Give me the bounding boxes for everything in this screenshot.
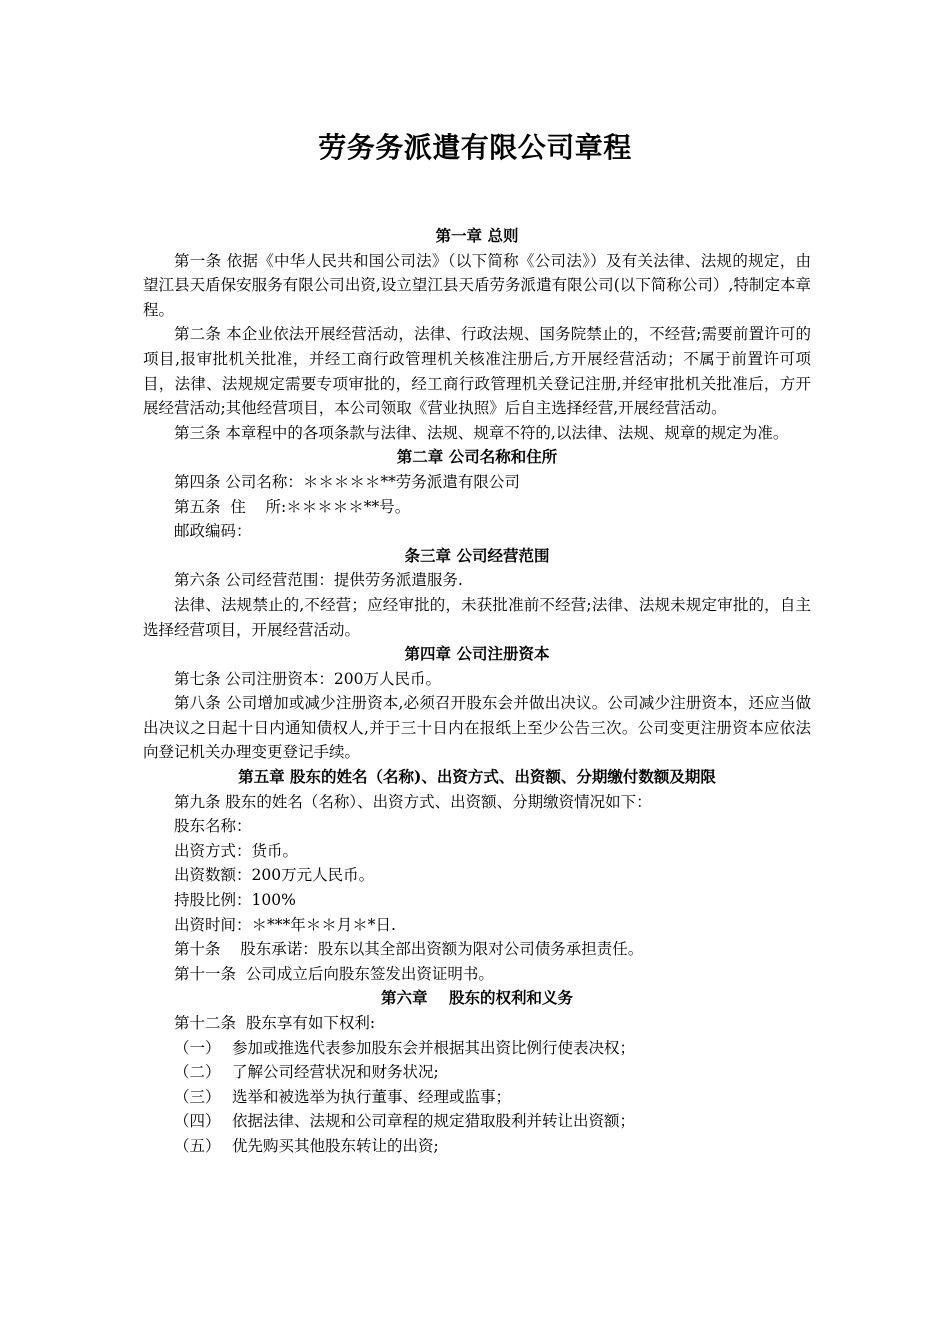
list-item-number: （四）: [174, 1112, 221, 1131]
list-item-number: （三）: [174, 1087, 221, 1106]
list-item: [143, 1085, 811, 1110]
article-11: 第十一条 公司成立后向股东签发出资证明书。: [174, 964, 494, 983]
chapter-6-heading: 第六章 股东的权利和义务: [380, 988, 574, 1008]
list-item: [143, 1109, 811, 1134]
list-item-text: 选举和被选举为执行董事、经理或监事；: [232, 1087, 512, 1106]
chapter-1-heading: 第一章 总则: [435, 226, 519, 245]
list-item-text: 依据法律、法规和公司章程的规定猎取股利并转让出资额；: [232, 1112, 636, 1131]
article-2: 第二条 本企业依法开展经营活动，法律、行政法规、国务院禁止的，不经营;需要前置许可的项目,报审批机关批准，并经工商行政管理机关核准注册后,方开展经营活动；不属于前置许可项目，法律、法规规定需要专项审批的，经工商行政管理机关登记注册,并经审批机关批准后，方开展经营活动;其他经营项目，本公司领取《营业执照》后自主选择经营,开展经营活动。: [143, 325, 811, 418]
list-item: [143, 1060, 811, 1085]
article-6: 第六条 公司经营范围：提供劳务派遣服务.: [174, 571, 463, 590]
article-12: 第十二条 股东享有如下权利:: [174, 1014, 376, 1032]
contribution-date: 出资时间：＊***年＊＊月＊*日.: [174, 915, 396, 934]
article-6-detail: 法律、法规禁止的,不经营；应经审批的，未获批准前不经营;法律、法规未规定审批的，自主选择经营项目，开展经营活动。: [143, 595, 811, 639]
list-item-text: 了解公司经营状况和财务状况;: [232, 1063, 439, 1082]
article-10: 第十条 股东承诺：股东以其全部出资额为限对公司债务承担责任。: [174, 940, 644, 959]
list-item-number: （二）: [174, 1063, 221, 1082]
article-4: 第四条 公司名称：＊＊＊＊＊**劳务派遣有限公司: [174, 472, 520, 491]
contribution-amount: 出资数额：200万元人民币。: [174, 866, 375, 885]
document-title: 劳务务派遣有限公司章程: [318, 131, 632, 164]
chapter-4-heading: 第四章 公司注册资本: [404, 644, 550, 664]
list-item-number: （一）: [174, 1038, 221, 1057]
article-1: 第一条 依据《中华人民共和国公司法》（以下简称《公司法》）及有关法律、法规的规定，由望江县天盾保安服务有限公司出资,设立望江县天盾劳务派遣有限公司(以下简称公司）,特制定本章程。: [143, 251, 811, 319]
document-body: [143, 224, 811, 1159]
article-8: 第八条 公司增加或减少注册资本,必须召开股东会并做出决议。公司减少注册资本，还应当做出决议之日起十日内通知债权人,并于三十日内在报纸上至少公告三次。公司变更注册资本应依法向登记机关办理变更登记手续。: [143, 694, 811, 762]
list-item-text: 参加或推选代表参加股东会并根据其出资比例行使表决权；: [232, 1038, 636, 1057]
article-9: 第九条 股东的姓名（名称）、出资方式、出资额、分期缴资情况如下：: [174, 792, 652, 811]
chapter-2-heading: 第二章 公司名称和住所: [396, 447, 558, 467]
list-item-number: （五）: [174, 1136, 221, 1155]
postal-code: 邮政编码：: [174, 522, 252, 541]
shareholding-ratio: 持股比例：100%: [174, 891, 296, 910]
shareholder-name: 股东名称：: [174, 817, 252, 836]
list-item-text: 优先购买其他股东转让的出资;: [232, 1136, 439, 1155]
article-5: 第五条 住 所:＊＊＊＊＊**号。: [174, 497, 411, 516]
chapter-3-heading: 条三章 公司经营范围: [404, 545, 550, 565]
contribution-method: 出资方式：货币。: [174, 841, 299, 860]
list-item: [143, 1036, 811, 1061]
chapter-5-heading: 第五章 股东的姓名（名称)、出资方式、出资额、分期缴付数额及期限: [238, 767, 716, 787]
article-7: 第七条 公司注册资本：200万人民币。: [174, 669, 442, 688]
list-item: [143, 1134, 811, 1159]
article-3: 第三条 本章程中的各项条款与法律、法规、规章不符的,以法律、法规、规章的规定为准。: [174, 423, 789, 442]
